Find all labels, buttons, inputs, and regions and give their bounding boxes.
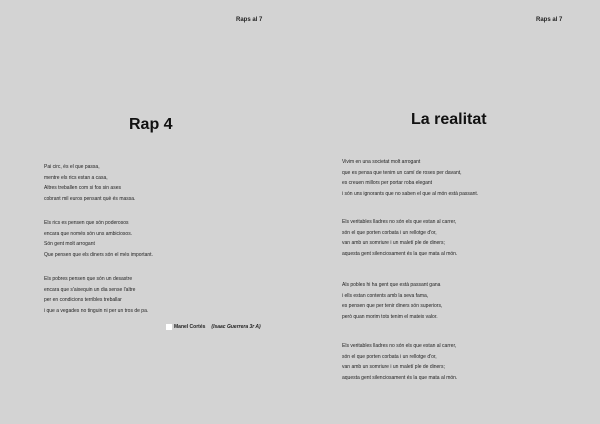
verse-line: per en condicions terribles treballar	[44, 297, 122, 303]
poem-title-right: La realitat	[411, 111, 487, 128]
running-header-right: Raps al 7	[536, 17, 563, 23]
verse-line: que es pensa que tenim un camí de roses per davant,	[342, 169, 462, 176]
verse-line: Pai circ, és el que passa,	[44, 164, 100, 170]
verse-line: Els veritables lladres no són els que estan al carrer,	[342, 343, 457, 349]
signature	[166, 324, 261, 330]
verse-line: Que pensen que els diners són el més important.	[44, 251, 153, 258]
verse-line: van amb un somriure i un maletí ple de diners;	[342, 240, 445, 246]
verse-line: són el que porten corbata i un rellotge d'or,	[342, 229, 437, 236]
running-header-left: Raps al 7	[236, 17, 263, 23]
stanza-left-3	[44, 274, 148, 316]
verse-line: i ells estan contents amb la seva fama,	[342, 292, 429, 299]
verse-line: però quan morim tots tenim el mateix valor.	[342, 313, 438, 320]
right-page	[300, 0, 600, 424]
stanza-left-1	[44, 162, 135, 204]
verse-line: encara que s'aixequin un dia sense l'altre	[44, 286, 136, 293]
verse-line: Altres treballen com si fos sin ases	[44, 185, 121, 191]
verse-line: encara que només són uns ambiciosos.	[44, 230, 133, 237]
stanza-right-1	[342, 157, 478, 199]
verse-line: aquesta gent silenciosament és la que mata al món.	[342, 250, 458, 257]
verse-line: es creuen millors per portar roba elegant	[342, 180, 433, 186]
verse-line: Els pobres pensen que són un desastre	[44, 276, 133, 282]
verse-line: i que a vegades no tinguin ni per un tros de pa.	[44, 307, 149, 314]
signature-marker	[166, 324, 172, 330]
verse-line: i són uns ignorants que no saben el que al món està passant.	[342, 190, 479, 197]
verse-line: són el que porten corbata i un rellotge d'or,	[342, 353, 437, 360]
verse-line: Als pobles hi ha gent que està passant gana	[342, 282, 441, 288]
signature-author: Manel Cortés	[174, 324, 206, 330]
verse-line: aquesta gent silenciosament és la que mata al món.	[342, 374, 458, 381]
signature-credit: (Isaac Guerrera 3r A)	[211, 324, 261, 330]
verse-line: es pensen que per tenir diners són superiors,	[342, 303, 443, 309]
verse-line: van amb un somriure i un maletí ple de diners;	[342, 364, 445, 370]
stanza-right-4	[342, 341, 457, 383]
stanza-right-3	[342, 280, 442, 322]
verse-line: Els veritables lladres no són els que estan al carrer,	[342, 219, 457, 225]
verse-line: Vivim en una societat molt arrogant	[342, 159, 421, 165]
stanza-left-2	[44, 218, 153, 260]
poem-title-left: Rap 4	[129, 116, 173, 133]
stanza-right-2	[342, 217, 457, 259]
verse-line: cobrant mil euros pensant què és massa.	[44, 195, 136, 202]
verse-line: Són gent molt arrogant	[44, 241, 95, 247]
verse-line: Els rics es pensen que són poderosos	[44, 220, 129, 226]
verse-line: mentre els rics estan a casa,	[44, 174, 108, 181]
